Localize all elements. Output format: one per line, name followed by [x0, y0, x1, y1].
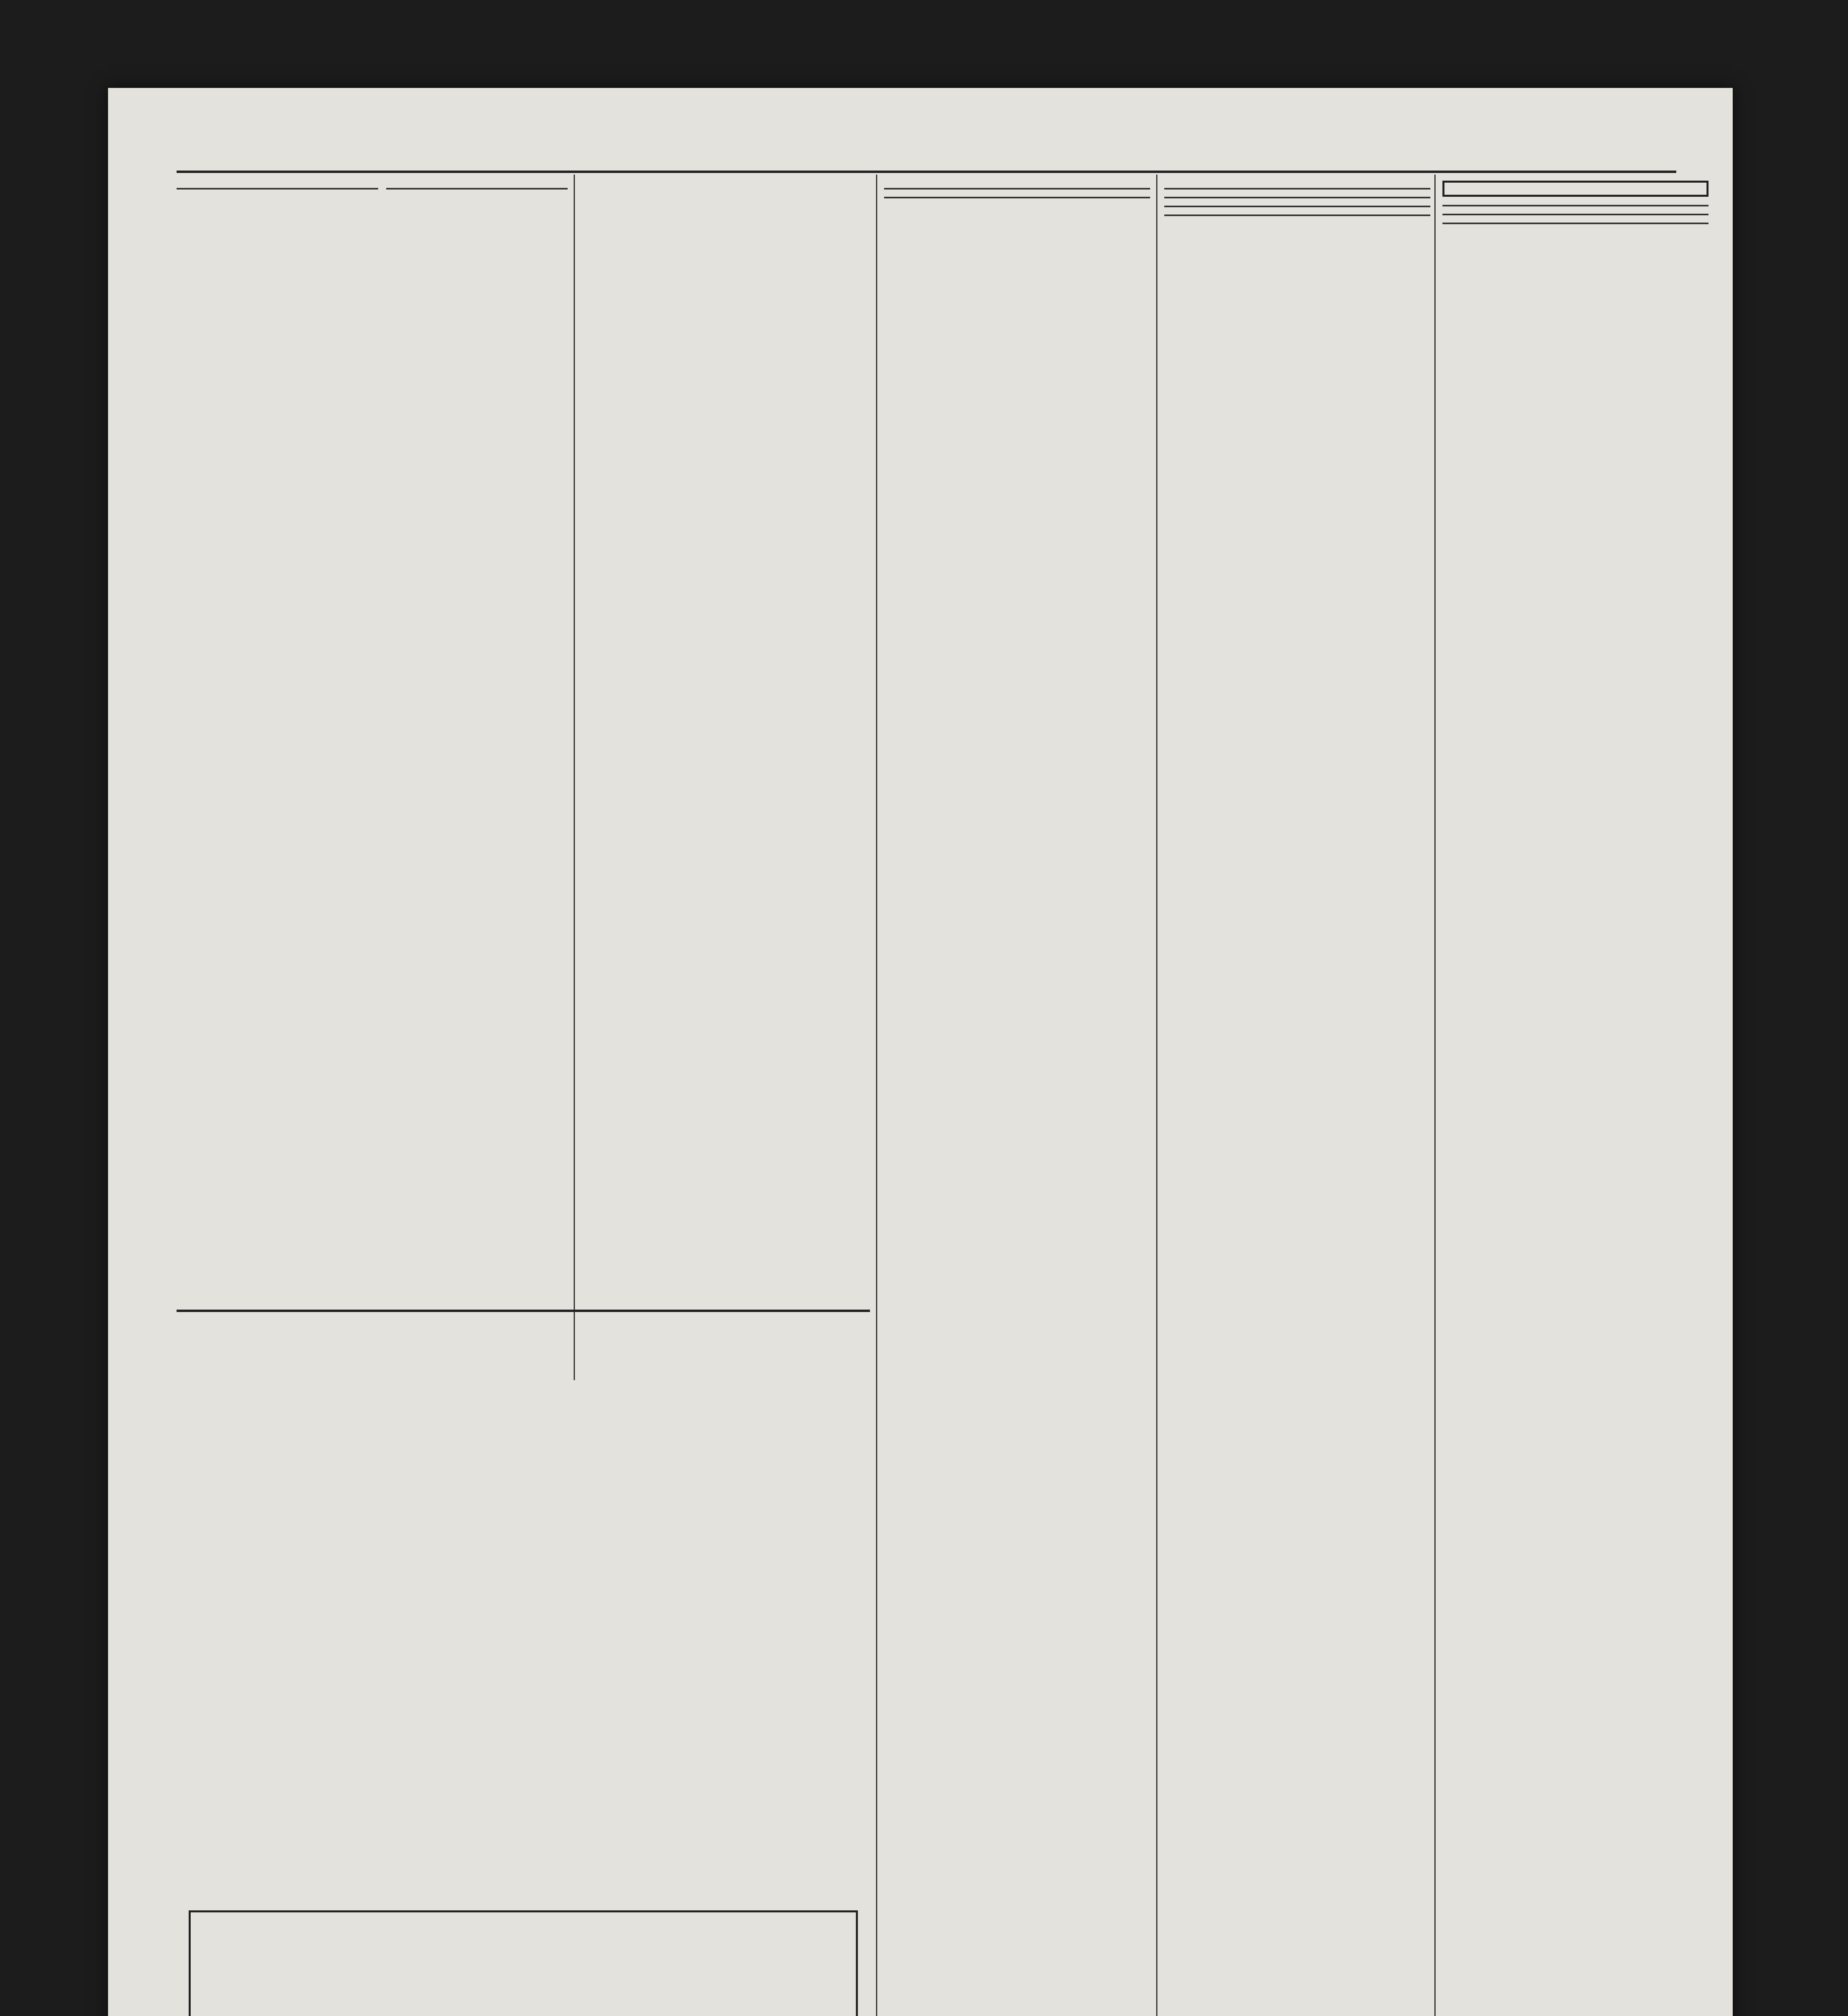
masthead-title	[584, 144, 1253, 169]
separator	[884, 197, 1150, 198]
separator	[1164, 206, 1430, 207]
separator	[177, 188, 378, 190]
column-4	[1442, 181, 1709, 2016]
column-1a	[177, 181, 378, 1302]
column-1b	[386, 181, 568, 1302]
separator	[1442, 205, 1709, 206]
column-rule-3	[1156, 175, 1157, 2016]
separator	[1442, 223, 1709, 224]
column-rule-4	[1434, 175, 1436, 2016]
column-2	[884, 181, 1150, 2016]
bazaar-ad	[189, 1910, 858, 2016]
separator	[1164, 197, 1430, 198]
doctor-ad-rybak	[1442, 181, 1709, 197]
column-rule-2	[876, 175, 877, 2016]
column-3	[1164, 181, 1430, 2016]
program-announcement	[177, 1310, 870, 1894]
separator	[1442, 214, 1709, 215]
separator	[177, 1310, 870, 1312]
separator	[1164, 215, 1430, 216]
separator	[884, 188, 1150, 190]
column-rule-1	[574, 175, 575, 1380]
separator	[1164, 188, 1430, 190]
separator	[386, 188, 568, 190]
masthead-rule	[177, 171, 1676, 173]
